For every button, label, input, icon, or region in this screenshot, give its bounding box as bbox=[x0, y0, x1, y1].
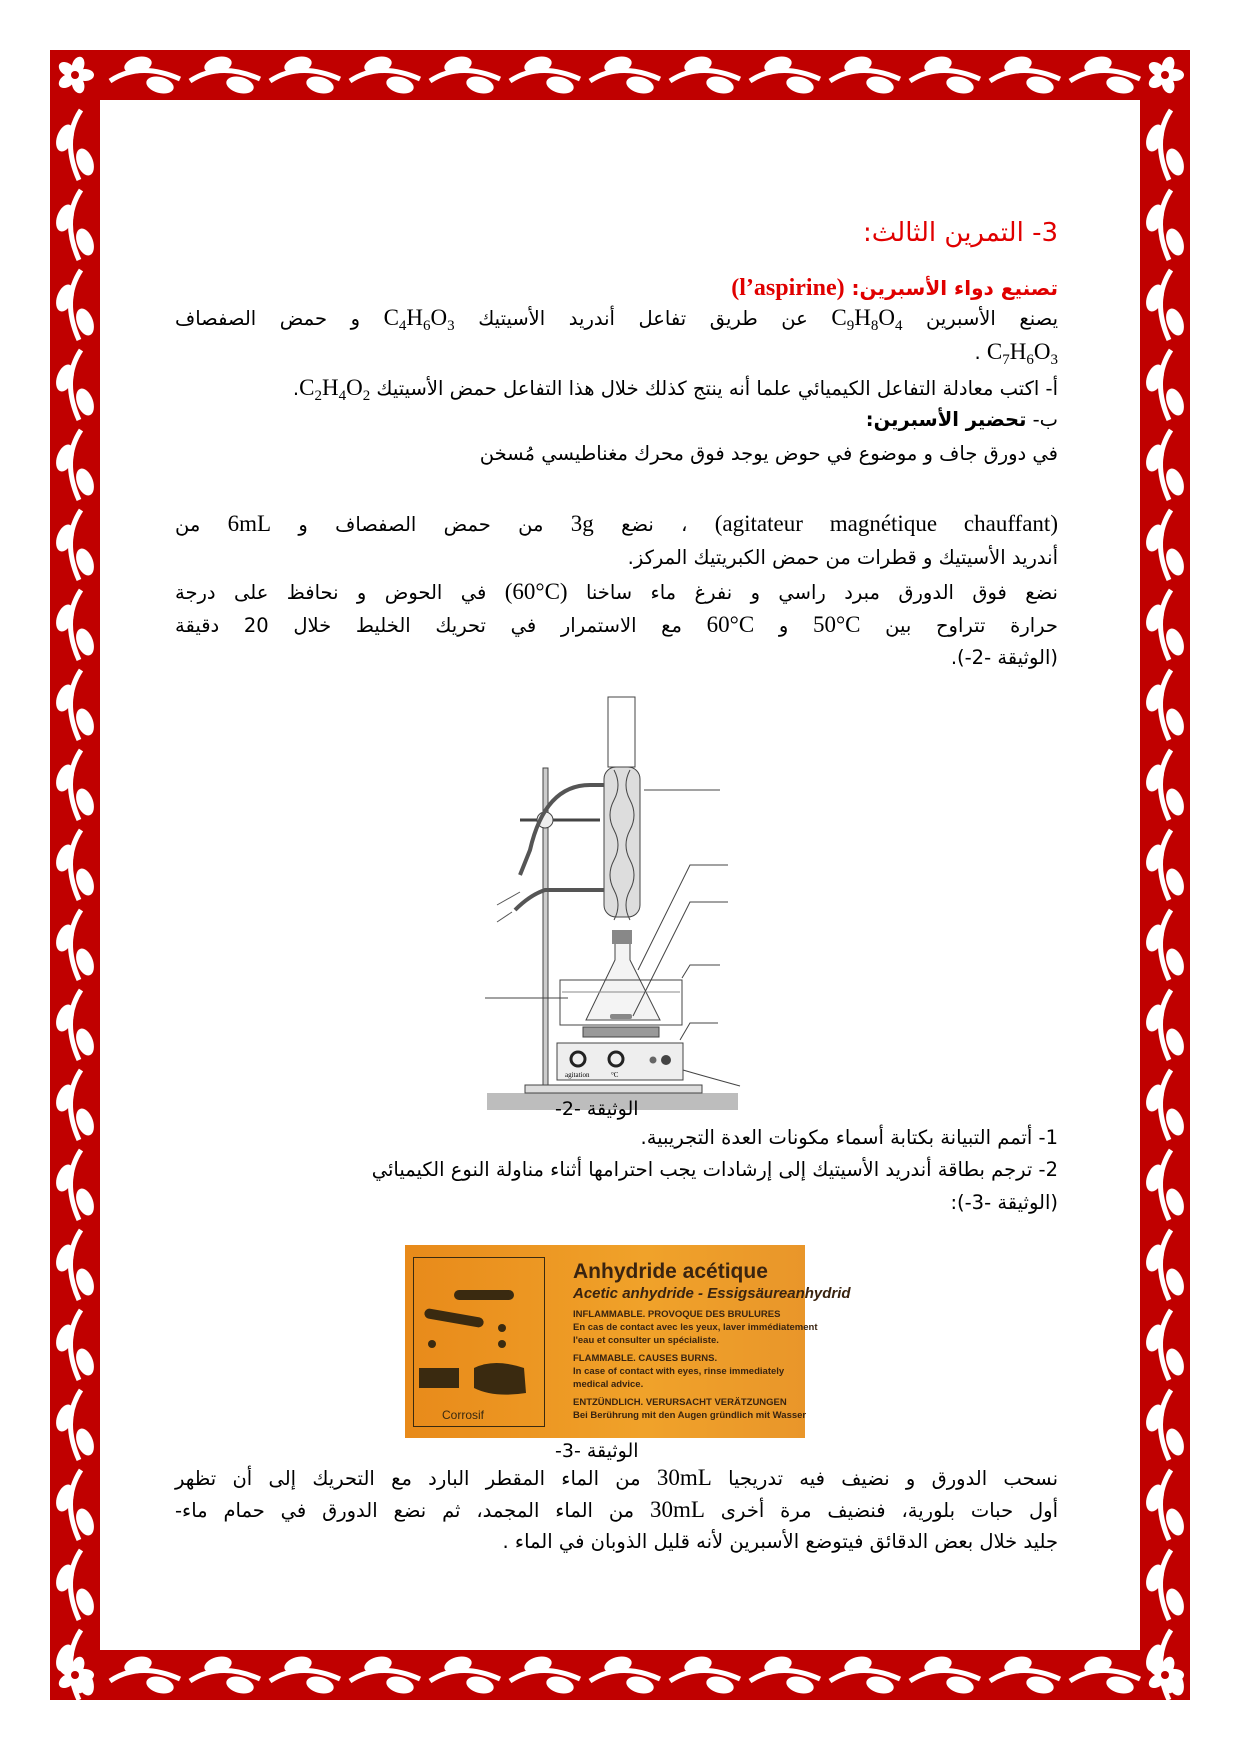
label-advice-de: Bei Berührung mit den Augen gründlich mit Wasser bbox=[573, 1410, 807, 1421]
label-title: Anhydride acétique bbox=[573, 1260, 768, 1283]
text-run: و حمض الصفصاف bbox=[175, 307, 384, 330]
text-run: في الحوض و نحافظ على درجة bbox=[175, 581, 505, 604]
text-run: مع الاستمرار في تحريك الخليط خلال 20 دقيقة bbox=[175, 614, 707, 637]
condenser-tube bbox=[608, 697, 635, 767]
text-run: 1- أتمم التبيانة بكتابة أسماء مكونات العدة التجريبية. bbox=[640, 1126, 1058, 1149]
corrosive-pictogram bbox=[413, 1257, 545, 1427]
text-run: . bbox=[292, 377, 300, 400]
label-advice-fr-2: l'eau et consulter un spécialiste. bbox=[573, 1335, 719, 1346]
text-run: أندريد الأسيتيك و قطرات من حمض الكبريتيك المركز. bbox=[627, 546, 1058, 569]
latin-text: 6mL bbox=[227, 511, 272, 536]
text-run: و bbox=[754, 614, 813, 637]
text-run: من حمض الصفصاف و bbox=[271, 513, 571, 536]
celsius-label: °C bbox=[611, 1071, 619, 1079]
exercise-title: 3- التمرين الثالث: bbox=[863, 218, 1058, 248]
text-run: ، نضع bbox=[593, 513, 715, 536]
erlenmeyer-flask bbox=[586, 944, 660, 1020]
text-run: من الماء المقطر البارد مع التحريك إلى أن تظهر bbox=[175, 1467, 657, 1490]
agitation-label: agitation bbox=[565, 1071, 590, 1079]
label-advice-fr: En cas de contact avec les yeux, laver immédiatement bbox=[573, 1322, 818, 1333]
text-run: من الماء المجمد، ثم نضع الدورق في حمام ماء- bbox=[175, 1499, 650, 1522]
heading-arabic: تصنيع دواء الأسبرين: bbox=[844, 276, 1058, 300]
water-hose-out bbox=[520, 785, 604, 875]
corrosive-text: Corrosif bbox=[442, 1408, 485, 1422]
arrow-out bbox=[497, 892, 520, 905]
text-run: ب- bbox=[1026, 408, 1058, 431]
label-subtitle: Acetic anhydride - Essigsäureanhydrid bbox=[573, 1285, 851, 1302]
chemical-formula: $C_4H_6O_3$ bbox=[383, 305, 455, 334]
text-run: أ- اكتب معادلة التفاعل الكيميائي علما أنه ينتج كذلك خلال هذا التفاعل حمض الأسيتيك bbox=[370, 377, 1058, 400]
label-warning-fr: INFLAMMABLE. PROVOQUE DES BRULURES bbox=[573, 1309, 781, 1320]
text-run: 2- ترجم بطاقة أندريد الأسيتيك إلى إرشادات يجب احترامها أثناء مناولة النوع الكيميائي bbox=[371, 1158, 1058, 1181]
text-run: . bbox=[974, 341, 987, 364]
document-3-caption: الوثيقة -3- bbox=[555, 1440, 639, 1462]
text-run: أول حبات بلورية، فنضيف مرة أخرى bbox=[704, 1499, 1058, 1522]
hotplate-top bbox=[583, 1027, 659, 1037]
text-run: نسحب الدورق و نضيف فيه تدريجيا bbox=[711, 1467, 1058, 1490]
text-run: (الوثيقة -2-). bbox=[950, 646, 1058, 669]
corrosive-icon bbox=[414, 1258, 544, 1426]
label-advice-en-2: medical advice. bbox=[573, 1379, 644, 1390]
latin-text: 30mL bbox=[656, 1465, 712, 1490]
acetic-anhydride-label-image bbox=[405, 1245, 851, 1438]
arrow-in bbox=[497, 912, 512, 922]
latin-text: 50°C bbox=[812, 612, 861, 637]
text-run: يصنع الأسبرين bbox=[902, 307, 1059, 330]
latin-text: (60°C) bbox=[504, 579, 568, 604]
text-run: من bbox=[175, 513, 228, 536]
document-2-caption: الوثيقة -2- bbox=[555, 1098, 639, 1120]
power-button bbox=[661, 1055, 671, 1065]
power-cable bbox=[683, 1070, 740, 1086]
latin-text: 3g bbox=[570, 511, 594, 536]
chemical-formula: $C_9H_8O_4$ bbox=[831, 305, 903, 334]
label-warning-de: ENTZÜNDLICH. VERURSACHT VERÄTZUNGEN bbox=[573, 1397, 787, 1408]
stand-base bbox=[525, 1085, 702, 1093]
text-run: جليد خلال بعض الدقائق فيتوضع الأسبرين لأنه قليل الذوبان في الماء . bbox=[502, 1530, 1058, 1553]
latin-text: (agitateur magnétique chauffant) bbox=[714, 511, 1058, 536]
label-advice-en: In case of contact with eyes, rinse immediately bbox=[573, 1366, 785, 1377]
magnetic-stir-bar bbox=[610, 1014, 632, 1019]
water-hose-in bbox=[515, 890, 604, 910]
chemical-formula: $C_7H_6O_3$ bbox=[986, 339, 1058, 368]
text-run: نضع فوق الدورق مبرد راسي و نفرغ ماء ساخنا bbox=[567, 581, 1058, 604]
latin-text: 30mL bbox=[649, 1497, 705, 1522]
indicator-light bbox=[650, 1057, 657, 1064]
bold-text: تحضير الأسبرين: bbox=[865, 408, 1027, 431]
text-run: (الوثيقة -3-): bbox=[950, 1191, 1058, 1214]
condenser-jacket bbox=[604, 767, 640, 917]
chemical-formula: $C_2H_4O_2$ bbox=[299, 375, 371, 404]
stopper bbox=[612, 930, 632, 944]
label-warning-en: FLAMMABLE. CAUSES BURNS. bbox=[573, 1353, 718, 1364]
heading-french: (l’aspirine) bbox=[731, 275, 845, 301]
text-run: في دورق جاف و موضوع في حوض يوجد فوق محرك مغناطيسي مُسخن bbox=[479, 442, 1058, 465]
latin-text: 60°C bbox=[706, 612, 755, 637]
text-run: حرارة تتراوح بين bbox=[860, 614, 1058, 637]
text-run: عن طريق تفاعل أندريد الأسيتيك bbox=[454, 307, 832, 330]
